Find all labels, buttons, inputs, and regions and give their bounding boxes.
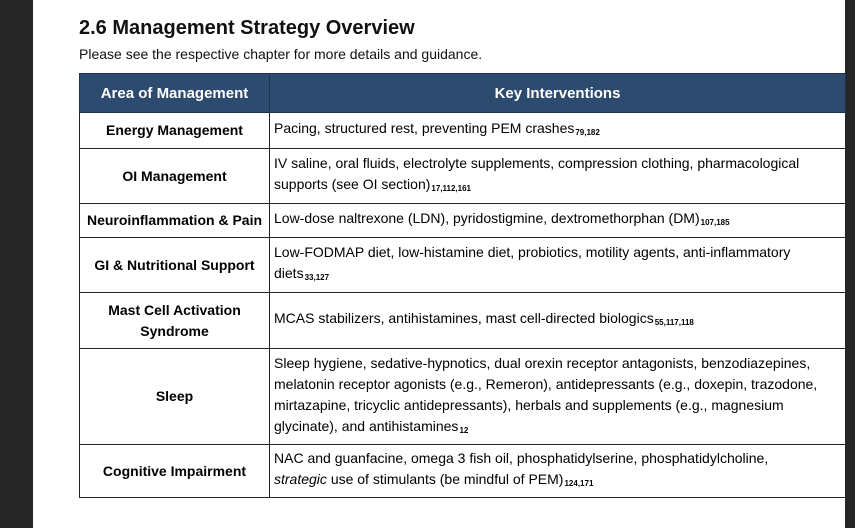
intervention-text: Pacing, structured rest, preventing PEM crashes (274, 120, 575, 136)
section-subtitle: Please see the respective chapter for more details and guidance. (79, 46, 483, 62)
intervention-text: Low-dose naltrexone (LDN), pyridostigmine, dextromethorphan (DM) (274, 210, 700, 226)
row-area: Energy Management (80, 113, 270, 149)
right-dark-margin (845, 0, 855, 528)
table-row (80, 113, 846, 149)
management-strategy-table (79, 73, 846, 498)
intervention-text: Low-FODMAP diet, low-histamine diet, probiotics, motility agents, anti-inflammatory diets (274, 244, 791, 281)
reference-numbers: 79,182 (575, 128, 600, 137)
row-interventions (270, 149, 846, 204)
intervention-text: Sleep hygiene, sedative-hypnotics, dual orexin receptor antagonists, benzodiazepines, melatonin receptor agonists (e.g., Remeron), antidepressants (e.g., doxepin, trazodone, mirtazapine, tricyclic antidepressants), herbals and supplements (e.g., magnesium glycinate), and antihistamines (274, 354, 818, 434)
table-row (80, 349, 846, 445)
table-row (80, 238, 846, 293)
intervention-text-continued: use of stimulants (be mindful of PEM) (330, 471, 564, 487)
row-interventions (270, 349, 846, 445)
intervention-emphasis: strategic (274, 471, 327, 487)
row-interventions (270, 238, 846, 293)
reference-numbers: 33,127 (304, 273, 330, 282)
row-area: Neuroinflammation & Pain (80, 204, 270, 238)
row-area: GI & Nutritional Support (80, 238, 270, 293)
reference-numbers: 124,171 (564, 479, 594, 488)
reference-numbers: 17,112,161 (431, 184, 472, 193)
row-interventions (270, 445, 846, 498)
table-row (80, 149, 846, 204)
row-interventions (270, 113, 846, 149)
document-page (79, 14, 843, 488)
table-row (80, 204, 846, 238)
row-area: Cognitive Impairment (80, 445, 270, 498)
row-area: Sleep (80, 349, 270, 445)
intervention-text: MCAS stabilizers, antihistamines, mast cell-directed biologics (274, 310, 654, 326)
header-interventions: Key Interventions (270, 74, 846, 113)
intervention-text: NAC and guanfacine, omega 3 fish oil, phosphatidylserine, phosphatidylcholine, (274, 450, 769, 466)
header-area: Area of Management (80, 74, 270, 113)
row-area: Mast Cell Activation Syndrome (80, 293, 270, 349)
reference-numbers: 107,185 (700, 218, 730, 227)
reference-numbers: 12 (459, 425, 469, 435)
table-header-row (80, 74, 846, 113)
reference-numbers: 55,117,118 (654, 318, 694, 327)
left-dark-margin (0, 0, 33, 528)
row-area: OI Management (80, 149, 270, 204)
table-row (80, 293, 846, 349)
row-interventions (270, 293, 846, 349)
table-row (80, 445, 846, 498)
section-heading: 2.6 Management Strategy Overview (79, 17, 415, 39)
row-interventions (270, 204, 846, 238)
intervention-text: IV saline, oral fluids, electrolyte supplements, compression clothing, pharmacological supports (see OI section) (274, 155, 800, 192)
